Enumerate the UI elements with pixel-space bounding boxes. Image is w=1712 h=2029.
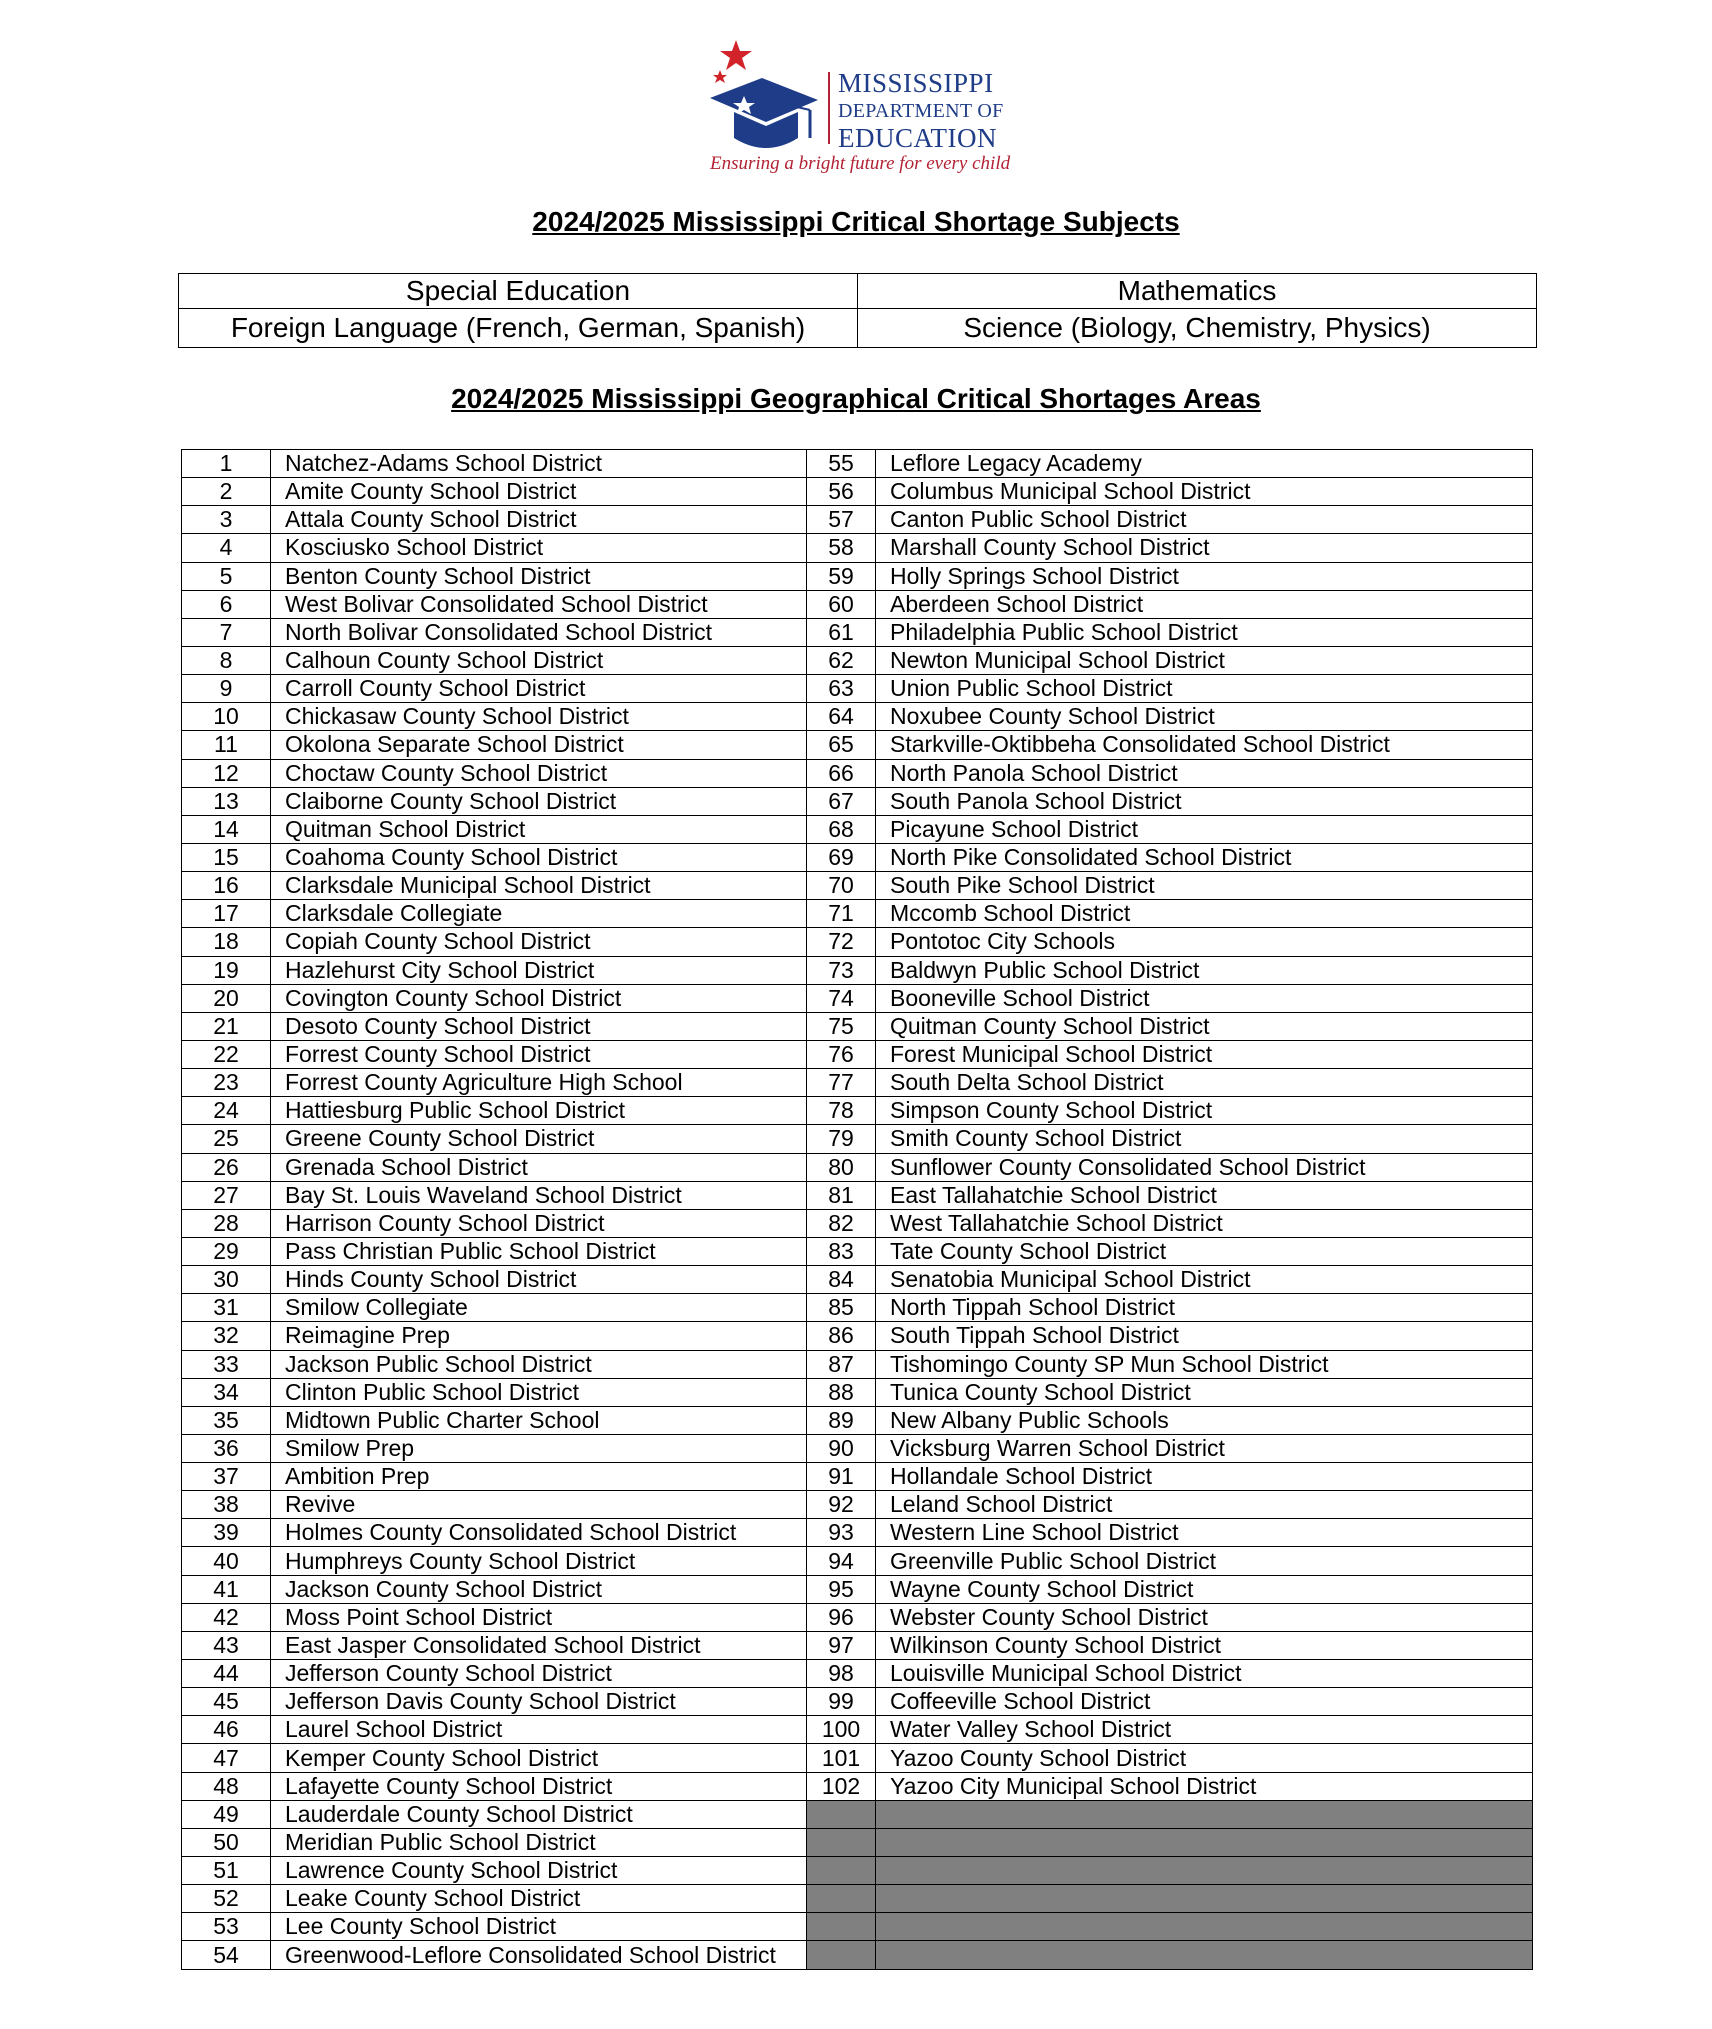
district-number: 81 [807, 1181, 876, 1209]
district-number: 41 [182, 1575, 271, 1603]
table-row [182, 450, 1533, 478]
district-number: 78 [807, 1097, 876, 1125]
table-row [182, 759, 1533, 787]
district-name: Newton Municipal School District [876, 646, 1533, 674]
table-row [182, 1547, 1533, 1575]
district-number: 32 [182, 1322, 271, 1350]
district-number: 45 [182, 1688, 271, 1716]
district-number: 63 [807, 675, 876, 703]
district-name: Yazoo County School District [876, 1744, 1533, 1772]
district-number: 73 [807, 956, 876, 984]
district-number: 44 [182, 1660, 271, 1688]
table-row [182, 534, 1533, 562]
subjects-row [179, 274, 1537, 309]
district-number: 51 [182, 1857, 271, 1885]
district-name: North Tippah School District [876, 1294, 1533, 1322]
district-number: 3 [182, 506, 271, 534]
table-row [182, 703, 1533, 731]
district-name: Starkville-Oktibbeha Consolidated School District [876, 731, 1533, 759]
table-row [182, 843, 1533, 871]
district-number: 48 [182, 1772, 271, 1800]
district-number: 15 [182, 843, 271, 871]
district-number: 66 [807, 759, 876, 787]
district-number: 92 [807, 1491, 876, 1519]
district-name: North Pike Consolidated School District [876, 843, 1533, 871]
district-name: Revive [271, 1491, 807, 1519]
logo-tagline: Ensuring a bright future for every child [710, 153, 1011, 174]
district-number: 76 [807, 1040, 876, 1068]
empty-cell [876, 1885, 1533, 1913]
district-name: Harrison County School District [271, 1209, 807, 1237]
star-icon [713, 40, 752, 83]
district-number: 18 [182, 928, 271, 956]
district-name: Lafayette County School District [271, 1772, 807, 1800]
district-number: 56 [807, 478, 876, 506]
district-number: 89 [807, 1406, 876, 1434]
district-number: 7 [182, 618, 271, 646]
district-name: Jefferson County School District [271, 1660, 807, 1688]
district-number: 46 [182, 1716, 271, 1744]
empty-cell [876, 1857, 1533, 1885]
district-name: Clinton Public School District [271, 1378, 807, 1406]
district-name: Lawrence County School District [271, 1857, 807, 1885]
table-row [182, 1069, 1533, 1097]
district-number: 86 [807, 1322, 876, 1350]
district-number: 67 [807, 787, 876, 815]
empty-cell [807, 1800, 876, 1828]
district-number: 38 [182, 1491, 271, 1519]
empty-cell [807, 1913, 876, 1941]
subjects-table [178, 273, 1537, 348]
district-number: 70 [807, 872, 876, 900]
district-number: 69 [807, 843, 876, 871]
empty-cell [807, 1941, 876, 1969]
district-name: Union Public School District [876, 675, 1533, 703]
district-number: 74 [807, 984, 876, 1012]
table-row [182, 872, 1533, 900]
table-row [182, 1800, 1533, 1828]
district-name: West Bolivar Consolidated School District [271, 590, 807, 618]
district-name: Booneville School District [876, 984, 1533, 1012]
district-name: Greene County School District [271, 1125, 807, 1153]
district-number: 57 [807, 506, 876, 534]
district-name: Coffeeville School District [876, 1688, 1533, 1716]
table-row [182, 928, 1533, 956]
subject-cell: Foreign Language (French, German, Spanish) [179, 309, 858, 348]
empty-cell [876, 1913, 1533, 1941]
table-row [182, 1125, 1533, 1153]
district-number: 97 [807, 1631, 876, 1659]
district-number: 28 [182, 1209, 271, 1237]
district-number: 96 [807, 1603, 876, 1631]
district-name: Smith County School District [876, 1125, 1533, 1153]
subject-cell: Mathematics [858, 274, 1537, 309]
district-name: Tishomingo County SP Mun School District [876, 1350, 1533, 1378]
logo-divider [828, 72, 830, 144]
table-row [182, 1828, 1533, 1856]
table-row [182, 618, 1533, 646]
district-name: South Tippah School District [876, 1322, 1533, 1350]
district-number: 61 [807, 618, 876, 646]
district-name: Smilow Collegiate [271, 1294, 807, 1322]
table-row [182, 1660, 1533, 1688]
empty-cell [876, 1941, 1533, 1969]
district-name: Leake County School District [271, 1885, 807, 1913]
logo-org-line1: MISSISSIPPI [838, 68, 994, 98]
table-row [182, 562, 1533, 590]
district-number: 59 [807, 562, 876, 590]
district-number: 49 [182, 1800, 271, 1828]
district-name: Baldwyn Public School District [876, 956, 1533, 984]
table-row [182, 1631, 1533, 1659]
district-name: Noxubee County School District [876, 703, 1533, 731]
district-name: Simpson County School District [876, 1097, 1533, 1125]
district-number: 40 [182, 1547, 271, 1575]
district-name: South Pike School District [876, 872, 1533, 900]
table-row [182, 1603, 1533, 1631]
district-number: 17 [182, 900, 271, 928]
district-name: South Delta School District [876, 1069, 1533, 1097]
table-row [182, 1772, 1533, 1800]
district-name: Hazlehurst City School District [271, 956, 807, 984]
table-row [182, 1294, 1533, 1322]
district-number: 31 [182, 1294, 271, 1322]
district-name: Kemper County School District [271, 1744, 807, 1772]
district-name: Holmes County Consolidated School District [271, 1519, 807, 1547]
table-row [182, 731, 1533, 759]
district-number: 6 [182, 590, 271, 618]
district-name: Pass Christian Public School District [271, 1237, 807, 1265]
subject-cell: Special Education [179, 274, 858, 309]
district-number: 47 [182, 1744, 271, 1772]
district-name: Chickasaw County School District [271, 703, 807, 731]
district-number: 22 [182, 1040, 271, 1068]
district-name: Sunflower County Consolidated School District [876, 1153, 1533, 1181]
district-number: 42 [182, 1603, 271, 1631]
district-number: 64 [807, 703, 876, 731]
table-row [182, 1857, 1533, 1885]
district-name: Desoto County School District [271, 1012, 807, 1040]
district-number: 9 [182, 675, 271, 703]
district-number: 55 [807, 450, 876, 478]
table-row [182, 1097, 1533, 1125]
table-row [182, 1716, 1533, 1744]
districts-table [181, 449, 1533, 1970]
table-row [182, 1350, 1533, 1378]
district-number: 8 [182, 646, 271, 674]
district-number: 72 [807, 928, 876, 956]
table-row [182, 1012, 1533, 1040]
district-number: 80 [807, 1153, 876, 1181]
district-name: Greenville Public School District [876, 1547, 1533, 1575]
district-name: Covington County School District [271, 984, 807, 1012]
district-name: Clarksdale Municipal School District [271, 872, 807, 900]
table-row [182, 956, 1533, 984]
table-row [182, 787, 1533, 815]
district-number: 52 [182, 1885, 271, 1913]
district-name: Humphreys County School District [271, 1547, 807, 1575]
district-name: Ambition Prep [271, 1463, 807, 1491]
district-name: Lauderdale County School District [271, 1800, 807, 1828]
empty-cell [876, 1828, 1533, 1856]
table-row [182, 1266, 1533, 1294]
district-name: Amite County School District [271, 478, 807, 506]
table-row [182, 1913, 1533, 1941]
district-name: Philadelphia Public School District [876, 618, 1533, 646]
district-number: 75 [807, 1012, 876, 1040]
district-name: Hinds County School District [271, 1266, 807, 1294]
subject-cell: Science (Biology, Chemistry, Physics) [858, 309, 1537, 348]
district-name: Copiah County School District [271, 928, 807, 956]
empty-cell [807, 1857, 876, 1885]
empty-cell [876, 1800, 1533, 1828]
district-number: 36 [182, 1434, 271, 1462]
table-row [182, 1378, 1533, 1406]
table-row [182, 1885, 1533, 1913]
district-name: Forest Municipal School District [876, 1040, 1533, 1068]
district-number: 5 [182, 562, 271, 590]
subjects-title: 2024/2025 Mississippi Critical Shortage Subjects [532, 206, 1180, 237]
table-row [182, 1519, 1533, 1547]
district-name: West Tallahatchie School District [876, 1209, 1533, 1237]
district-number: 37 [182, 1463, 271, 1491]
district-number: 27 [182, 1181, 271, 1209]
district-number: 13 [182, 787, 271, 815]
district-name: Moss Point School District [271, 1603, 807, 1631]
district-number: 23 [182, 1069, 271, 1097]
district-name: Jackson Public School District [271, 1350, 807, 1378]
district-name: Laurel School District [271, 1716, 807, 1744]
table-row [182, 646, 1533, 674]
empty-cell [807, 1828, 876, 1856]
district-number: 60 [807, 590, 876, 618]
district-number: 77 [807, 1069, 876, 1097]
district-name: Clarksdale Collegiate [271, 900, 807, 928]
district-name: Wayne County School District [876, 1575, 1533, 1603]
district-number: 19 [182, 956, 271, 984]
district-name: Natchez-Adams School District [271, 450, 807, 478]
table-row [182, 815, 1533, 843]
district-name: Midtown Public Charter School [271, 1406, 807, 1434]
district-name: Hattiesburg Public School District [271, 1097, 807, 1125]
district-number: 79 [807, 1125, 876, 1153]
district-number: 14 [182, 815, 271, 843]
district-number: 12 [182, 759, 271, 787]
district-name: Quitman School District [271, 815, 807, 843]
district-name: Columbus Municipal School District [876, 478, 1533, 506]
district-number: 25 [182, 1125, 271, 1153]
table-row [182, 478, 1533, 506]
table-row [182, 1040, 1533, 1068]
district-name: Holly Springs School District [876, 562, 1533, 590]
district-name: Jefferson Davis County School District [271, 1688, 807, 1716]
district-number: 4 [182, 534, 271, 562]
district-name: Webster County School District [876, 1603, 1533, 1631]
district-name: North Bolivar Consolidated School District [271, 618, 807, 646]
table-row [182, 1491, 1533, 1519]
table-row [182, 1181, 1533, 1209]
district-name: East Tallahatchie School District [876, 1181, 1533, 1209]
district-number: 100 [807, 1716, 876, 1744]
table-row [182, 1434, 1533, 1462]
table-row [182, 1153, 1533, 1181]
district-name: Greenwood-Leflore Consolidated School District [271, 1941, 807, 1969]
district-number: 11 [182, 731, 271, 759]
district-name: Forrest County Agriculture High School [271, 1069, 807, 1097]
district-number: 16 [182, 872, 271, 900]
district-name: Coahoma County School District [271, 843, 807, 871]
table-row [182, 1941, 1533, 1969]
district-number: 24 [182, 1097, 271, 1125]
district-number: 91 [807, 1463, 876, 1491]
district-number: 21 [182, 1012, 271, 1040]
district-name: Grenada School District [271, 1153, 807, 1181]
district-number: 83 [807, 1237, 876, 1265]
district-name: Aberdeen School District [876, 590, 1533, 618]
table-row [182, 1237, 1533, 1265]
district-name: Hollandale School District [876, 1463, 1533, 1491]
district-number: 58 [807, 534, 876, 562]
district-name: Meridian Public School District [271, 1828, 807, 1856]
district-number: 98 [807, 1660, 876, 1688]
district-number: 95 [807, 1575, 876, 1603]
district-number: 93 [807, 1519, 876, 1547]
district-name: Carroll County School District [271, 675, 807, 703]
district-name: Leflore Legacy Academy [876, 450, 1533, 478]
district-name: South Panola School District [876, 787, 1533, 815]
district-number: 1 [182, 450, 271, 478]
district-name: Pontotoc City Schools [876, 928, 1533, 956]
district-number: 88 [807, 1378, 876, 1406]
district-name: Tunica County School District [876, 1378, 1533, 1406]
table-row [182, 675, 1533, 703]
areas-title: 2024/2025 Mississippi Geographical Critical Shortages Areas [451, 383, 1261, 414]
district-name: Calhoun County School District [271, 646, 807, 674]
district-number: 29 [182, 1237, 271, 1265]
district-number: 34 [182, 1378, 271, 1406]
table-row [182, 1463, 1533, 1491]
district-name: Vicksburg Warren School District [876, 1434, 1533, 1462]
district-name: Canton Public School District [876, 506, 1533, 534]
district-name: Benton County School District [271, 562, 807, 590]
district-number: 30 [182, 1266, 271, 1294]
subjects-row [179, 309, 1537, 348]
district-number: 26 [182, 1153, 271, 1181]
logo-organization-name [838, 70, 1004, 152]
district-number: 54 [182, 1941, 271, 1969]
district-name: Marshall County School District [876, 534, 1533, 562]
district-number: 62 [807, 646, 876, 674]
table-row [182, 590, 1533, 618]
logo-org-line2: DEPARTMENT OF [838, 100, 1004, 122]
district-name: Quitman County School District [876, 1012, 1533, 1040]
district-name: Senatobia Municipal School District [876, 1266, 1533, 1294]
district-number: 50 [182, 1828, 271, 1856]
district-number: 43 [182, 1631, 271, 1659]
district-number: 39 [182, 1519, 271, 1547]
district-number: 87 [807, 1350, 876, 1378]
district-name: Forrest County School District [271, 1040, 807, 1068]
table-row [182, 506, 1533, 534]
district-number: 94 [807, 1547, 876, 1575]
table-row [182, 1322, 1533, 1350]
table-row [182, 1688, 1533, 1716]
district-name: Attala County School District [271, 506, 807, 534]
district-name: East Jasper Consolidated School District [271, 1631, 807, 1659]
district-name: Western Line School District [876, 1519, 1533, 1547]
logo-org-line3: EDUCATION [838, 123, 997, 153]
table-row [182, 984, 1533, 1012]
district-name: Louisville Municipal School District [876, 1660, 1533, 1688]
district-name: Water Valley School District [876, 1716, 1533, 1744]
district-name: Lee County School District [271, 1913, 807, 1941]
district-number: 2 [182, 478, 271, 506]
district-name: Leland School District [876, 1491, 1533, 1519]
district-name: North Panola School District [876, 759, 1533, 787]
district-name: Claiborne County School District [271, 787, 807, 815]
district-name: Kosciusko School District [271, 534, 807, 562]
district-name: Bay St. Louis Waveland School District [271, 1181, 807, 1209]
district-number: 101 [807, 1744, 876, 1772]
district-name: Picayune School District [876, 815, 1533, 843]
district-number: 65 [807, 731, 876, 759]
district-number: 102 [807, 1772, 876, 1800]
district-number: 82 [807, 1209, 876, 1237]
empty-cell [807, 1885, 876, 1913]
district-number: 71 [807, 900, 876, 928]
table-row [182, 1406, 1533, 1434]
table-row [182, 900, 1533, 928]
district-name: Okolona Separate School District [271, 731, 807, 759]
district-name: Jackson County School District [271, 1575, 807, 1603]
district-name: Reimagine Prep [271, 1322, 807, 1350]
district-name: Mccomb School District [876, 900, 1533, 928]
district-name: New Albany Public Schools [876, 1406, 1533, 1434]
district-name: Smilow Prep [271, 1434, 807, 1462]
district-number: 90 [807, 1434, 876, 1462]
district-number: 33 [182, 1350, 271, 1378]
district-name: Wilkinson County School District [876, 1631, 1533, 1659]
district-number: 84 [807, 1266, 876, 1294]
table-row [182, 1575, 1533, 1603]
district-number: 10 [182, 703, 271, 731]
district-number: 68 [807, 815, 876, 843]
district-number: 99 [807, 1688, 876, 1716]
district-name: Tate County School District [876, 1237, 1533, 1265]
table-row [182, 1209, 1533, 1237]
district-number: 53 [182, 1913, 271, 1941]
graduation-cap-icon [710, 78, 818, 148]
district-number: 85 [807, 1294, 876, 1322]
district-name: Choctaw County School District [271, 759, 807, 787]
district-name: Yazoo City Municipal School District [876, 1772, 1533, 1800]
table-row [182, 1744, 1533, 1772]
district-number: 35 [182, 1406, 271, 1434]
district-number: 20 [182, 984, 271, 1012]
